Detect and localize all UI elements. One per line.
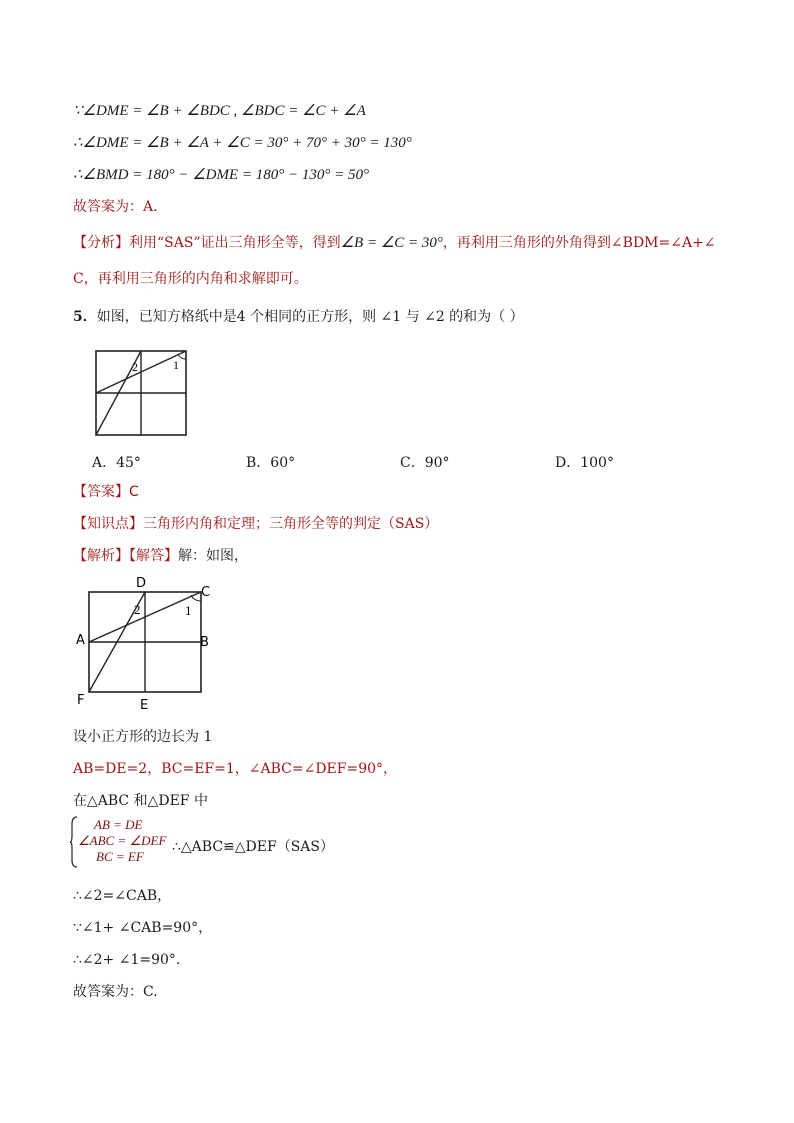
point-e-label: E: [140, 698, 149, 712]
solution-angle-1-label: 1: [185, 603, 192, 618]
solution-step-6: ∴∠2+ ∠1=90°.: [73, 952, 181, 968]
proof-line-3: ∴∠BMD = 180° − ∠DME = 180° − 130° = 50°: [73, 167, 370, 183]
analysis-text-2: ，再利用三角形的外角得到∠BDM=∠A+∠: [442, 235, 716, 251]
solution-step-4: ∴∠2=∠CAB，: [73, 888, 172, 904]
solution-header: [73, 547, 248, 565]
solution-step-5: ∵∠1+ ∠CAB=90°，: [73, 920, 213, 936]
option-d[interactable]: D．100°: [555, 455, 614, 471]
proof-line-2: ∴∠DME = ∠B + ∠A + ∠C = 30° + 70° + 30° = 130°: [73, 135, 412, 151]
figure-angle-1-label: 1: [173, 358, 179, 372]
answer-value: C: [129, 484, 139, 500]
system-eq-3: BC = EF: [96, 849, 144, 864]
knowledge-tag: 【知识点】: [73, 516, 143, 532]
solution-step-2: AB=DE=2，BC=EF=1，∠ABC=∠DEF=90°，: [73, 761, 398, 777]
solution-step-3: 在△ABC 和△DEF 中: [73, 793, 208, 809]
question-figure: [94, 349, 190, 437]
solution-figure: [74, 574, 220, 712]
answer-tag: 【答案】: [73, 484, 129, 500]
system-eq-1: AB = DE: [94, 817, 143, 832]
question-number: 5．: [73, 309, 97, 325]
system-brace-icon: [70, 816, 78, 868]
figure-angle-2-label: 2: [132, 360, 138, 374]
equation-system: [70, 816, 170, 868]
answer-line: [73, 483, 139, 501]
question-text: 如图，已知方格纸中是4 个相同的正方形，则 ∠1 与 ∠2 的和为（ ）: [96, 309, 524, 325]
proof-line-1: ∵∠DME = ∠B + ∠BDC , ∠BDC = ∠C + ∠A: [73, 103, 366, 119]
option-a[interactable]: A．45°: [92, 455, 141, 471]
point-d-label: D: [136, 576, 147, 591]
point-b-label: B: [200, 635, 209, 650]
point-a-label: A: [76, 633, 85, 648]
option-b[interactable]: B．60°: [246, 455, 296, 471]
solution-intro: 解：如图，: [178, 548, 248, 564]
analysis-line-2: C，再利用三角形的内角和求解即可。: [73, 271, 308, 287]
knowledge-line: [73, 515, 438, 533]
analysis-line-1: [73, 234, 716, 252]
answer-line-prev: 故答案为：A．: [73, 199, 168, 215]
system-eq-2: ∠ABC = ∠DEF: [78, 833, 167, 848]
option-c[interactable]: C．90°: [400, 455, 450, 471]
analysis-text-1: 利用“SAS”证出三角形全等，得到: [129, 235, 341, 251]
solution-tag: 【解析】【解答】: [73, 548, 178, 564]
solution-final-answer: 故答案为：C.: [73, 984, 158, 1000]
analysis-tag: 【分析】: [73, 235, 129, 251]
point-c-label: C: [201, 585, 211, 600]
analysis-math: ∠B = ∠C = 30°: [340, 235, 443, 251]
question-5: [73, 308, 524, 326]
solution-angle-2-label: 2: [134, 602, 141, 617]
solution-step-1: 设小正方形的边长为 1: [73, 729, 213, 745]
point-f-label: F: [77, 693, 85, 708]
knowledge-text: 三角形内角和定理；三角形全等的判定（SAS）: [143, 516, 439, 532]
system-conclusion: ∴△ABC≌△DEF（SAS）: [172, 839, 334, 855]
